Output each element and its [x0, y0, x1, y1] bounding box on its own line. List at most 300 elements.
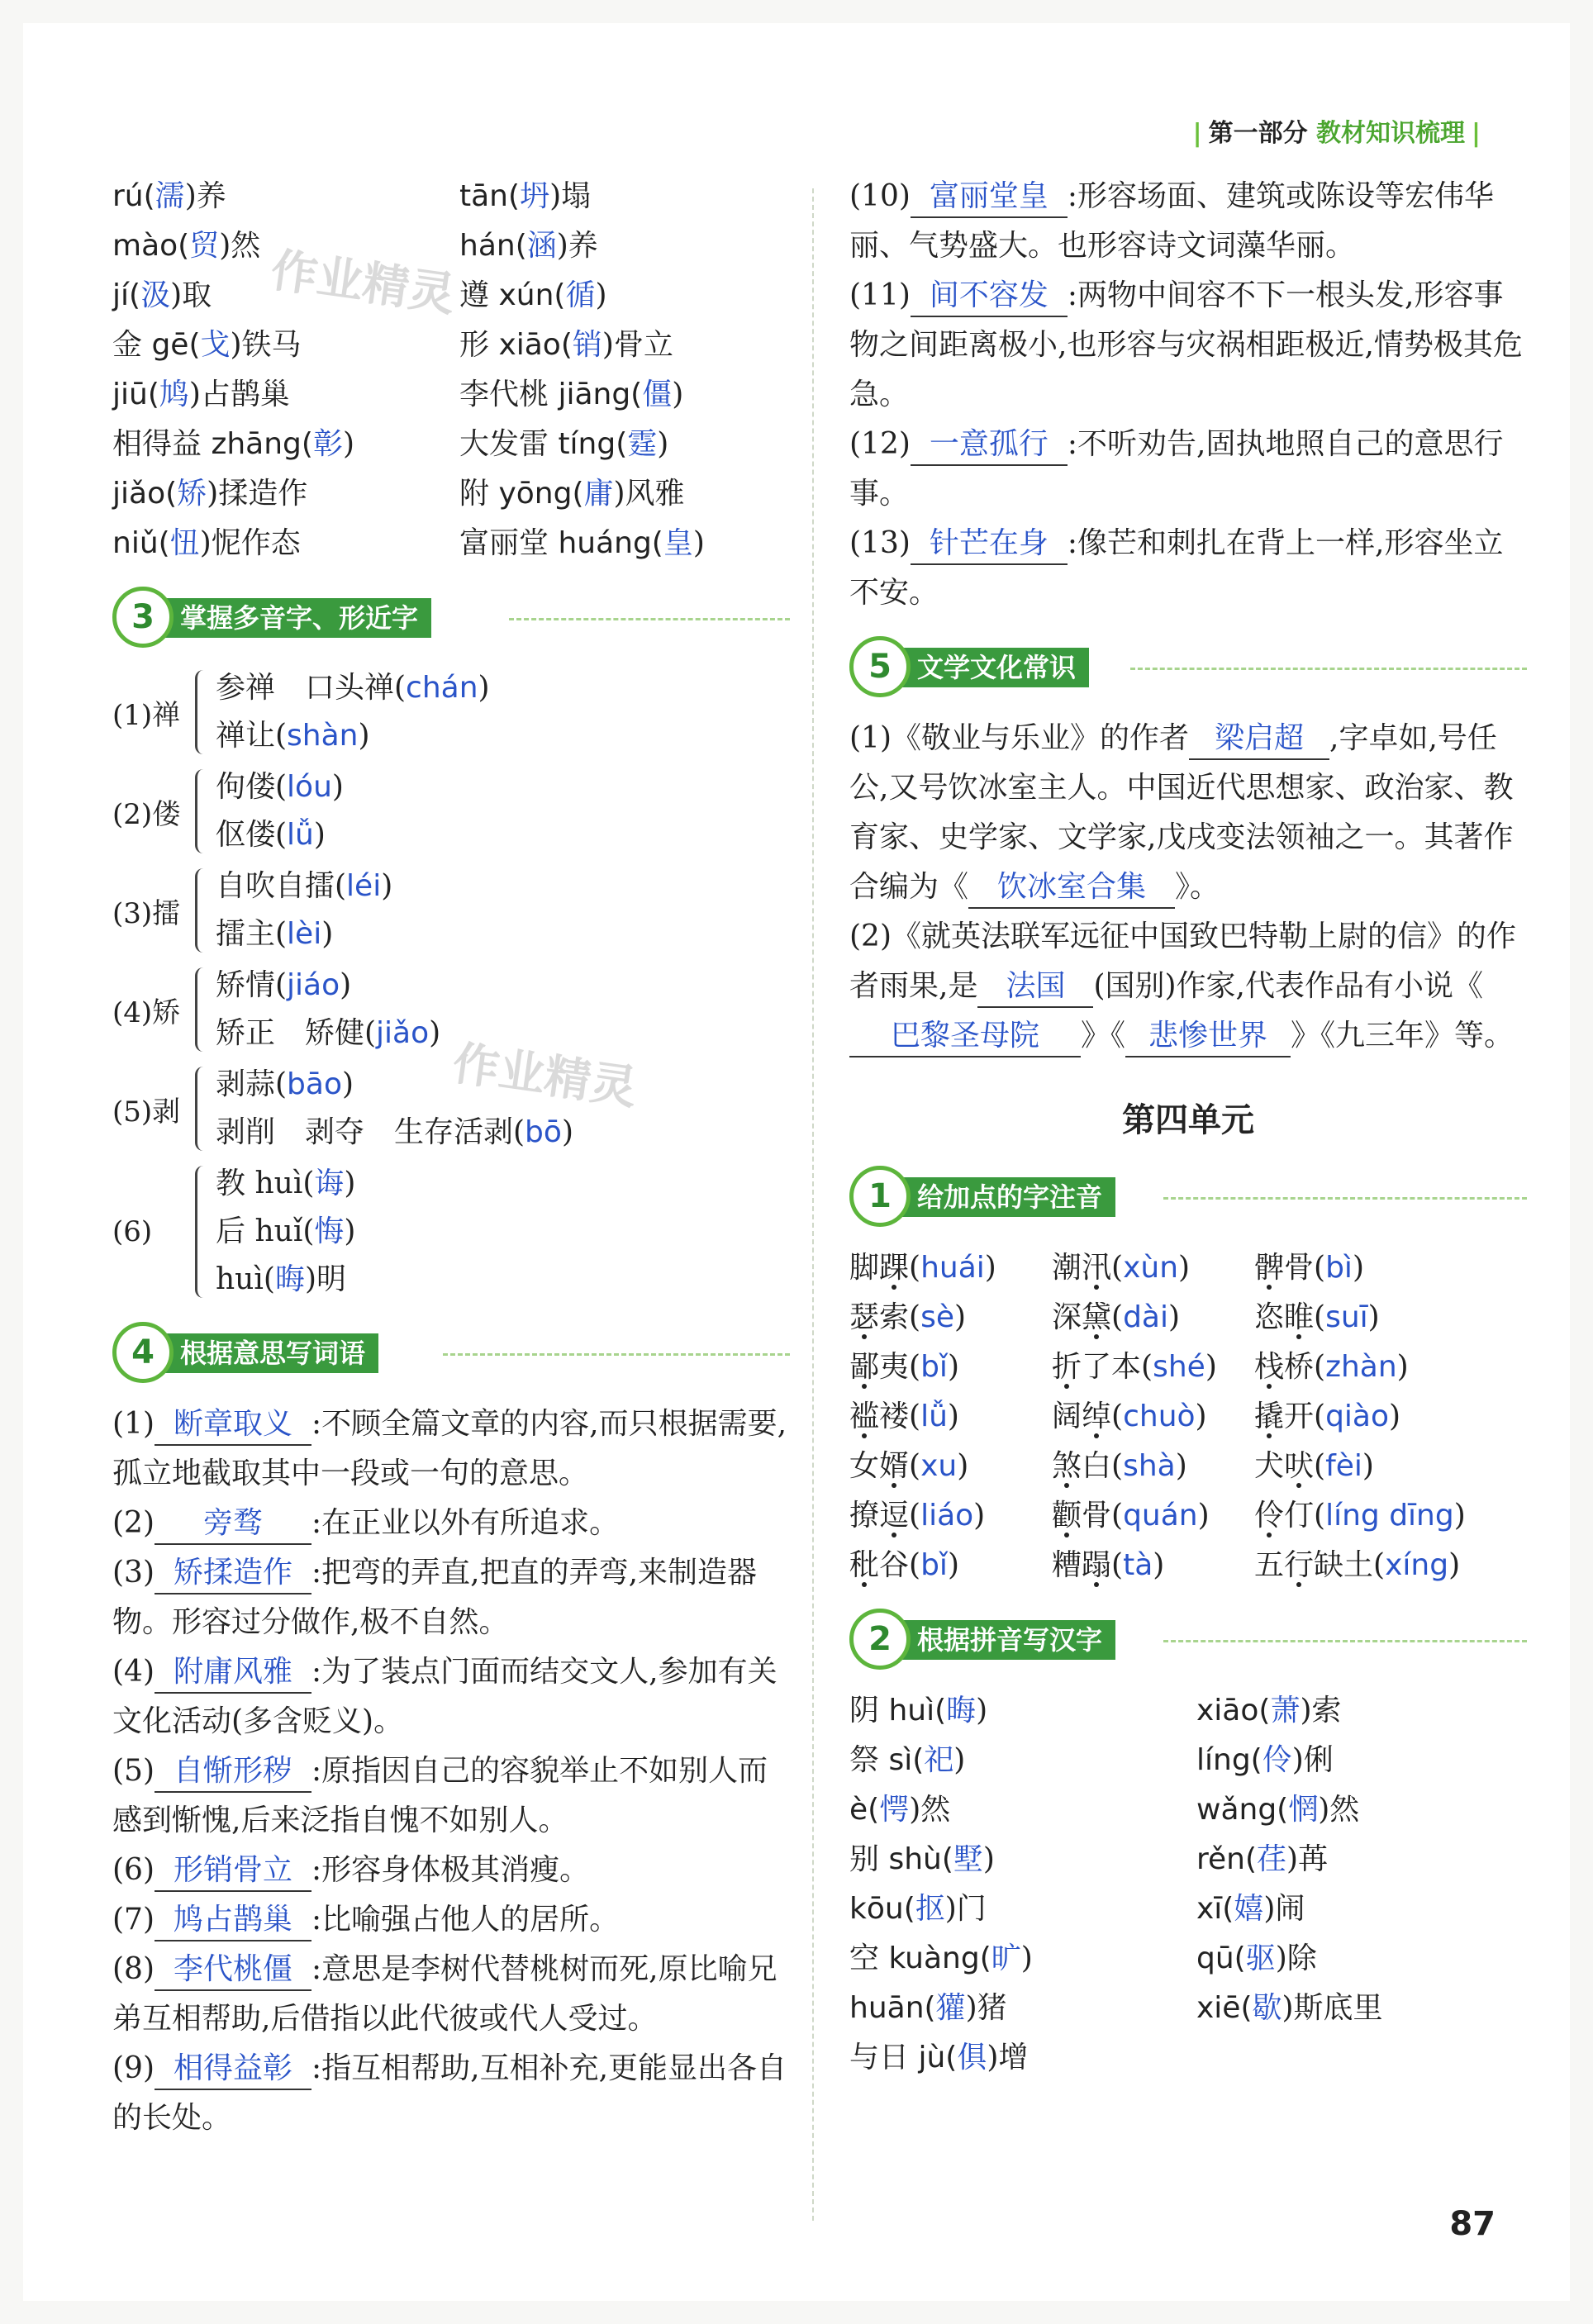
list-item	[849, 1243, 1527, 1293]
prompt-text: 富丽堂 huáng(	[459, 526, 663, 560]
fill-cell	[459, 321, 790, 370]
paren-text: )	[1453, 1499, 1466, 1533]
list-item	[112, 420, 790, 469]
list-item	[849, 1884, 1527, 1934]
lit-text: 》。	[1175, 870, 1220, 904]
answer-text: xíng	[1385, 1548, 1449, 1582]
prompt-text: 擂主(	[216, 917, 288, 951]
prompt-text: 相得益 zhāng(	[112, 427, 313, 461]
dotted-char: 踝	[879, 1251, 910, 1285]
brace-icon	[195, 1067, 211, 1151]
word-text: 犬	[1254, 1449, 1285, 1483]
polyphone-group	[112, 863, 790, 958]
suffix-text: )	[340, 968, 352, 1002]
paren-text: (	[909, 1449, 921, 1483]
answer-text: 相得益彰	[173, 2051, 292, 2085]
dotted-char: 撬	[1254, 1400, 1285, 1433]
definition-text: :不顾全篇文章的内容,而只根据需要,孤立地截取其中一段或一句的意思。	[112, 1407, 787, 1490]
fill-cell	[112, 172, 459, 221]
phonetic-cell	[1254, 1293, 1502, 1343]
paren-text: (	[1314, 1251, 1326, 1285]
polyphone-group	[112, 763, 790, 859]
brace-icon	[195, 967, 211, 1052]
dotted-char: 逗	[879, 1499, 910, 1533]
word-text: 仃	[1284, 1499, 1315, 1533]
suffix-text: )	[321, 917, 334, 951]
prompt-text: 禅让(	[216, 719, 288, 753]
item-number: (13)	[849, 526, 911, 560]
word-text: 骨	[1082, 1499, 1112, 1533]
left-column	[112, 172, 790, 2143]
paren-text: (	[909, 1300, 921, 1334]
word-text: 索	[879, 1300, 910, 1334]
paren-text: )	[1168, 1300, 1181, 1334]
fill-cell	[1196, 1984, 1527, 2033]
answer-text: liáo	[920, 1499, 974, 1533]
hanzi-fill-list	[849, 1686, 1527, 2083]
fill-cell	[849, 1785, 1196, 1835]
prompt-text: qū(	[1196, 1941, 1246, 1975]
lit-text: (2)《就英法联军远征中国致巴特勒上尉的信》的作者雨果,是	[849, 920, 1516, 1003]
answer-blank	[155, 1950, 311, 1991]
fill-cell	[112, 221, 459, 271]
paren-text: (	[1111, 1499, 1124, 1533]
paren-text: )	[973, 1499, 986, 1533]
fill-cell	[849, 1686, 1196, 1736]
paren-text: (	[909, 1548, 921, 1582]
prompt-text: niǔ(	[112, 526, 170, 560]
item-number: (1)	[112, 1407, 155, 1441]
suffix-text: )除	[1275, 1941, 1317, 1975]
answer-text: 循	[565, 278, 596, 312]
answer-text: 晦	[274, 1262, 305, 1296]
paren-text: (	[1314, 1499, 1326, 1533]
prompt-text: jiū(	[112, 378, 159, 411]
list-item	[216, 763, 344, 811]
list-item	[112, 370, 790, 420]
suffix-text: )	[982, 1842, 995, 1876]
item-number: (11)	[849, 278, 911, 312]
lit-text: 》《九三年》等。	[1291, 1019, 1515, 1053]
word-text: 褛	[879, 1400, 910, 1433]
dotted-char: 煞	[1052, 1449, 1082, 1483]
lit-text: ,字卓如,号任公,又号饮冰室主人。中国近代思想家、政治家、教育家、史学家、文学家,戊戌变法领袖之一。其著作合编为《	[849, 721, 1514, 904]
fill-cell	[849, 1984, 1196, 2033]
word-text: 白	[1082, 1449, 1112, 1483]
answer-text: shé	[1153, 1350, 1205, 1384]
answer-text: sè	[920, 1300, 954, 1334]
paren-text: (	[1314, 1350, 1326, 1384]
answer-text: 一意孤行	[929, 427, 1049, 461]
list-item	[112, 321, 790, 370]
answer-blank	[911, 276, 1068, 317]
word-text: 深	[1052, 1300, 1082, 1334]
phonetic-list	[849, 1243, 1527, 1590]
word-text: 夷	[879, 1350, 910, 1384]
answer-blank	[1189, 719, 1329, 760]
answer-text: 悔	[314, 1214, 345, 1248]
answer-text: shà	[1123, 1449, 1176, 1483]
running-header: | 第一部分 教材知识梳理 |	[1192, 119, 1481, 148]
answer-blank	[911, 425, 1068, 466]
paren-text: (	[1141, 1350, 1153, 1384]
suffix-text: )增	[987, 2041, 1029, 2074]
item-number: (8)	[112, 1952, 155, 1986]
answer-text: 贸	[189, 229, 220, 263]
item-number: (3)	[112, 1556, 155, 1590]
definition-text: :指互相帮助,互相补充,更能显出各自的长处。	[112, 2051, 787, 2135]
answer-text: 俱	[957, 2041, 987, 2074]
answer-text: lǚ	[920, 1400, 948, 1433]
word-text: 恣	[1254, 1300, 1285, 1334]
answer-text: 自惭形秽	[173, 1754, 292, 1788]
list-item	[216, 811, 344, 859]
answer-text: 抠	[915, 1892, 945, 1926]
suffix-text: )俐	[1291, 1743, 1334, 1777]
phonetic-cell	[1254, 1343, 1502, 1392]
list-item	[849, 1984, 1527, 2033]
list-item	[849, 1293, 1527, 1343]
word-text: 桥	[1284, 1350, 1315, 1384]
answer-blank	[911, 177, 1068, 218]
section-number: 2	[849, 1609, 911, 1670]
section-number: 5	[849, 636, 911, 697]
answer-text: jiáo	[287, 968, 340, 1002]
suffix-text: )	[595, 278, 607, 312]
answer-text: 涵	[526, 229, 557, 263]
answer-text: chuò	[1123, 1400, 1196, 1433]
lit-text: 》《	[1081, 1019, 1126, 1053]
dotted-char: 褴	[849, 1400, 880, 1433]
answer-text: 萧	[1270, 1694, 1301, 1728]
answer-text: xùn	[1123, 1251, 1179, 1285]
answer-text: dài	[1123, 1300, 1168, 1334]
phonetic-cell	[1254, 1392, 1502, 1442]
dotted-char: 黛	[1082, 1300, 1112, 1334]
answer-blank	[849, 1016, 1081, 1057]
answer-blank	[155, 1751, 311, 1793]
suffix-text: )	[344, 1167, 356, 1200]
phonetic-cell	[849, 1243, 1052, 1293]
prompt-text: 自吹自擂(	[216, 869, 347, 903]
paren-text: )	[1362, 1449, 1374, 1483]
item-number: (9)	[112, 2051, 155, 2085]
prompt-text: 教 huì(	[216, 1167, 315, 1200]
dotted-char: 秕	[849, 1548, 880, 1582]
definition-text: :意思是李树代替桃树而死,原比喻兄弟互相帮助,后借指以此代彼或代人受过。	[112, 1952, 777, 2036]
definition-item	[112, 1846, 790, 1895]
suffix-text: )怩作态	[199, 526, 301, 560]
dotted-char: 瑟	[849, 1300, 880, 1334]
list-item	[216, 1160, 355, 1208]
column-divider	[812, 188, 814, 2221]
suffix-text: )占鹊巢	[188, 378, 290, 411]
prompt-text: jí(	[112, 278, 141, 312]
prompt-text: 大发雷 tíng(	[459, 427, 628, 461]
prompt-text: 后 huǐ(	[216, 1214, 315, 1248]
prompt-text: 形 xiāo(	[459, 328, 573, 362]
fill-cell	[1196, 1884, 1527, 1934]
list-item	[849, 1442, 1527, 1491]
answer-blank	[155, 1553, 311, 1594]
suffix-text: )铁马	[230, 328, 302, 362]
word-text: 缺土	[1314, 1548, 1374, 1582]
list-item	[849, 1392, 1527, 1442]
paren-text: )	[1178, 1251, 1191, 1285]
watermark: 作业精灵	[267, 243, 459, 323]
prompt-text: xiē(	[1196, 1991, 1253, 2025]
list-item	[112, 519, 790, 568]
item-number: (12)	[849, 427, 911, 461]
answer-text: 惘	[1288, 1793, 1319, 1827]
answer-text: 形销骨立	[173, 1853, 292, 1887]
paren-text: )	[1396, 1350, 1409, 1384]
item-number: (2)	[112, 1506, 155, 1540]
suffix-text: )	[313, 818, 326, 852]
prompt-text: 别 shù(	[849, 1842, 953, 1876]
fill-cell	[1196, 1736, 1527, 1785]
definition-text: :不听劝告,固执地照自己的意思行事。	[849, 427, 1504, 511]
prompt-text: 祭 sì(	[849, 1743, 925, 1777]
prompt-text: è(	[849, 1793, 880, 1827]
word-text: 谷	[879, 1548, 910, 1582]
fill-cell	[1196, 1934, 1527, 1984]
section-2-header	[849, 1609, 1527, 1673]
answer-text: 霆	[627, 427, 658, 461]
fill-cell	[459, 420, 790, 469]
suffix-text: )	[953, 1743, 966, 1777]
list-item	[849, 1343, 1527, 1392]
suffix-text: )	[344, 1214, 356, 1248]
answer-text: 愕	[879, 1793, 910, 1827]
group-items	[216, 763, 344, 859]
unit-title: 第四单元	[1122, 1101, 1254, 1139]
answer-text: 鸠占鹊巢	[173, 1903, 292, 1937]
answer-text: 法国	[1006, 969, 1066, 1003]
section-5-header	[849, 636, 1527, 701]
paren-text: (	[1314, 1300, 1326, 1334]
answer-text: 濡	[155, 179, 185, 213]
prompt-text: 与日 jù(	[849, 2041, 958, 2074]
dotted-char: 婿	[879, 1449, 910, 1483]
word-text: 五	[1254, 1548, 1285, 1582]
group-label: (5)剥	[112, 1095, 181, 1129]
brace-icon	[195, 868, 211, 953]
fill-cell	[112, 370, 459, 420]
prompt-text: rěn(	[1196, 1842, 1258, 1876]
section-3-header	[112, 587, 790, 651]
suffix-text: )	[358, 719, 370, 753]
answer-text: chán	[406, 671, 478, 705]
answer-text: 庸	[583, 477, 614, 511]
fill-cell	[112, 519, 459, 568]
answer-text: léi	[346, 869, 382, 903]
phonetic-cell	[1254, 1491, 1502, 1541]
fill-cell	[1196, 1835, 1527, 1884]
group-items	[216, 962, 440, 1057]
list-item	[849, 1736, 1527, 1785]
answer-blank	[155, 1404, 311, 1446]
dotted-char: 行	[1284, 1548, 1315, 1582]
prompt-text: 附 yōng(	[459, 477, 584, 511]
fill-cell	[459, 469, 790, 519]
answer-text: 诲	[314, 1167, 345, 1200]
answer-text: 旷	[991, 1941, 1021, 1975]
paren-text: )	[1153, 1548, 1165, 1582]
answer-text: 悲惨世界	[1148, 1019, 1268, 1053]
word-text: 骨	[1284, 1251, 1315, 1285]
answer-text: lèi	[287, 917, 322, 951]
word-text: 脚	[849, 1251, 880, 1285]
answer-text: 汲	[140, 278, 171, 312]
fill-cell	[1196, 2033, 1527, 2083]
list-item	[216, 962, 440, 1010]
suffix-text: )	[561, 1115, 573, 1149]
answer-text: bǐ	[920, 1548, 948, 1582]
group-label: (4)矫	[112, 996, 181, 1029]
section-number: 1	[849, 1166, 911, 1227]
dotted-char: 睢	[1284, 1300, 1315, 1334]
paren-text: )	[947, 1400, 959, 1433]
definition-item	[112, 1747, 790, 1846]
suffix-text: )养	[556, 229, 598, 263]
answer-text: jiǎo	[376, 1016, 430, 1050]
prompt-text: tān(	[459, 179, 521, 213]
fill-cell	[849, 1835, 1196, 1884]
fill-cell	[1196, 1686, 1527, 1736]
brace-icon	[195, 670, 211, 754]
dotted-char: 栈	[1254, 1350, 1285, 1384]
definition-text: :把弯的弄直,把直的弄弯,来制造器物。形容过分做作,极不自然。	[112, 1556, 758, 1639]
workbook-page	[23, 23, 1570, 2301]
list-item	[216, 1208, 355, 1256]
answer-text: 矫揉造作	[173, 1556, 292, 1590]
fill-cell	[459, 271, 790, 321]
section-number: 3	[112, 587, 174, 648]
paren-text: )	[1205, 1350, 1217, 1384]
answer-text: bāo	[287, 1067, 342, 1101]
answer-text: bǐ	[920, 1350, 948, 1384]
prompt-text: hán(	[459, 229, 527, 263]
answer-text: 销	[572, 328, 602, 362]
answer-text: 歇	[1252, 1991, 1282, 2025]
answer-blank	[977, 967, 1093, 1008]
suffix-text: )	[692, 526, 705, 560]
fill-cell	[112, 271, 459, 321]
dotted-char: 折	[1052, 1350, 1082, 1384]
group-label: (2)偻	[112, 797, 181, 831]
suffix-text: )	[429, 1016, 441, 1050]
phonetic-cell	[1254, 1541, 1502, 1590]
paren-text: )	[1448, 1548, 1461, 1582]
answer-text: lóu	[287, 770, 332, 804]
answer-blank	[1125, 1016, 1291, 1057]
answer-text: 巴黎圣母院	[890, 1019, 1039, 1053]
group-items	[216, 664, 490, 760]
list-item	[216, 863, 392, 910]
paren-text: (	[909, 1499, 921, 1533]
definition-text: :比喻强占他人的居所。	[311, 1903, 620, 1937]
paren-text: )	[947, 1350, 959, 1384]
phonetic-cell	[1052, 1442, 1254, 1491]
suffix-text: )揉造作	[207, 477, 308, 511]
suffix-text: )	[381, 869, 393, 903]
group-label: (6)	[112, 1215, 153, 1248]
polyphone-group	[112, 664, 790, 760]
dotted-char: 绰	[1082, 1400, 1112, 1433]
answer-text: 鸠	[159, 378, 189, 411]
fill-cell	[849, 1884, 1196, 1934]
literature-item-2	[849, 912, 1527, 1061]
watermark: 作业精灵	[449, 1036, 640, 1116]
answer-text: 附庸风雅	[173, 1655, 292, 1689]
list-item	[216, 1061, 573, 1109]
paren-text: (	[1111, 1548, 1124, 1582]
definition-text: :原指因自己的容貌举止不如别人而感到惭愧,后来泛指自愧不如别人。	[112, 1754, 768, 1837]
answer-text: huái	[920, 1251, 985, 1285]
definition-item	[112, 1499, 790, 1548]
prompt-text: 剥削 剥夺 生存活剥(	[216, 1115, 525, 1149]
fill-cell	[849, 1934, 1196, 1984]
suffix-text: )猪	[965, 1991, 1007, 2025]
prompt-text: 佝偻(	[216, 770, 288, 804]
phonetic-cell	[1052, 1491, 1254, 1541]
literature-item-1	[849, 714, 1527, 912]
definition-item	[112, 1945, 790, 2044]
polyphone-group	[112, 962, 790, 1057]
suffix-text: )	[342, 427, 354, 461]
paren-text: (	[1373, 1548, 1386, 1582]
answer-text: 嬉	[1234, 1892, 1264, 1926]
answer-text: 间不容发	[929, 278, 1049, 312]
answer-blank	[968, 867, 1175, 909]
section-4-header	[112, 1322, 790, 1386]
phonetic-cell	[1254, 1442, 1502, 1491]
item-number: (6)	[112, 1853, 155, 1887]
section-title: 根据意思写词语	[162, 1333, 378, 1373]
suffix-text: )	[478, 671, 490, 705]
answer-blank	[155, 1900, 311, 1941]
phonetic-cell	[849, 1343, 1052, 1392]
section-divider	[1163, 1640, 1527, 1642]
lit-text: (国别)作家,代表作品有小说《	[1093, 969, 1483, 1003]
answer-text: 坍	[520, 179, 550, 213]
suffix-text: )	[341, 1067, 354, 1101]
answer-text: 忸	[169, 526, 200, 560]
list-item	[112, 271, 790, 321]
section-divider	[509, 618, 790, 620]
suffix-text: )	[657, 427, 669, 461]
suffix-text: )	[1020, 1941, 1033, 1975]
list-item	[849, 1934, 1527, 1984]
word-text: 开	[1284, 1400, 1315, 1433]
suffix-text: )	[976, 1694, 988, 1728]
answer-text: 针芒在身	[929, 526, 1049, 560]
lit-text: (1)《敬业与乐业》的作者	[849, 721, 1189, 755]
polyphone-groups	[112, 664, 790, 1304]
definition-item	[112, 1895, 790, 1945]
section-title: 给加点的字注音	[899, 1177, 1115, 1217]
list-item	[112, 172, 790, 221]
paren-text: )	[984, 1251, 996, 1285]
suffix-text: )取	[170, 278, 212, 312]
dotted-char: 伶	[1254, 1499, 1285, 1533]
suffix-text: )骨立	[602, 328, 673, 362]
phonetic-cell	[849, 1392, 1052, 1442]
prompt-text: mào(	[112, 229, 190, 263]
brace-icon	[195, 769, 211, 853]
prompt-text: huān(	[849, 1991, 936, 2025]
